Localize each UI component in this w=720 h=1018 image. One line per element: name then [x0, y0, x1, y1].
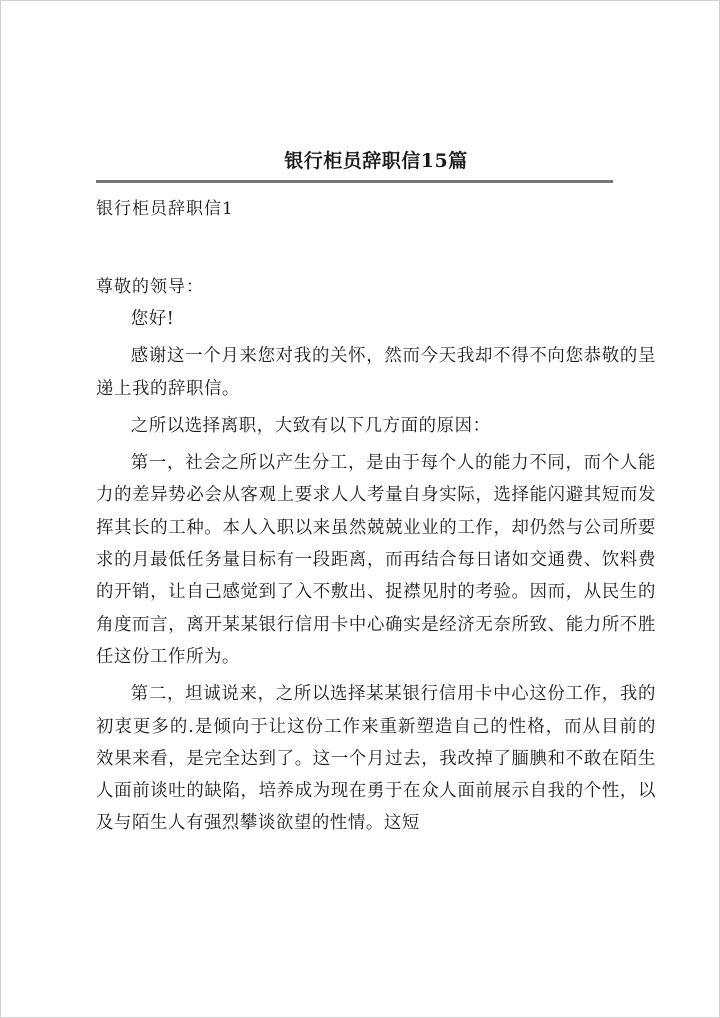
paragraph-greeting: 您好! [130, 309, 175, 329]
paragraph-reason-two: 第二，坦诚说来，之所以选择某某银行信用卡中心这份工作，我的初衷更多的.是倾向于让这份工作来重新塑造自己的性格，而从目前的效果来看，是完全达到了。这一个月过去，我改掉了腼腆和不敢在陌生人面前谈吐的缺陷，培养成为现在勇于在众人面前展示自我的个性，以及与陌生人有强烈攀谈欲望的性情。这短 [96, 684, 656, 834]
document-title: 银行柜员辞职信15篇 [284, 150, 468, 172]
paragraph-thanks: 感谢这一个月来您对我的关怀，然而今天我却不得不向您恭敬的呈递上我的辞职信。 [96, 346, 656, 399]
paragraph-reason-one: 第一，社会之所以产生分工，是由于每个人的能力不同，而个人能力的差异势必会从客观上要求人人考量自身实际，选择能闪避其短而发挥其长的工种。本人入职以来虽然兢兢业业的工作，却仍然与公司所要求的月最低任务量目标有一段距离，而再结合每日诸如交通费、饮料费的开销，让自己感觉到了入不敷出、捉襟见肘的考验。因而，从民生的角度而言，离开某某银行信用卡中心确实是经济无奈所致、能力所不胜任这份工作所为。 [96, 453, 656, 667]
salutation: 尊敬的领导： [96, 277, 204, 297]
paragraph-reasons-intro: 之所以选择离职，大致有以下几方面的原因： [130, 415, 491, 436]
title-divider [96, 180, 613, 183]
letter-heading: 银行柜员辞职信1 [96, 199, 234, 219]
letter-body [96, 303, 656, 845]
